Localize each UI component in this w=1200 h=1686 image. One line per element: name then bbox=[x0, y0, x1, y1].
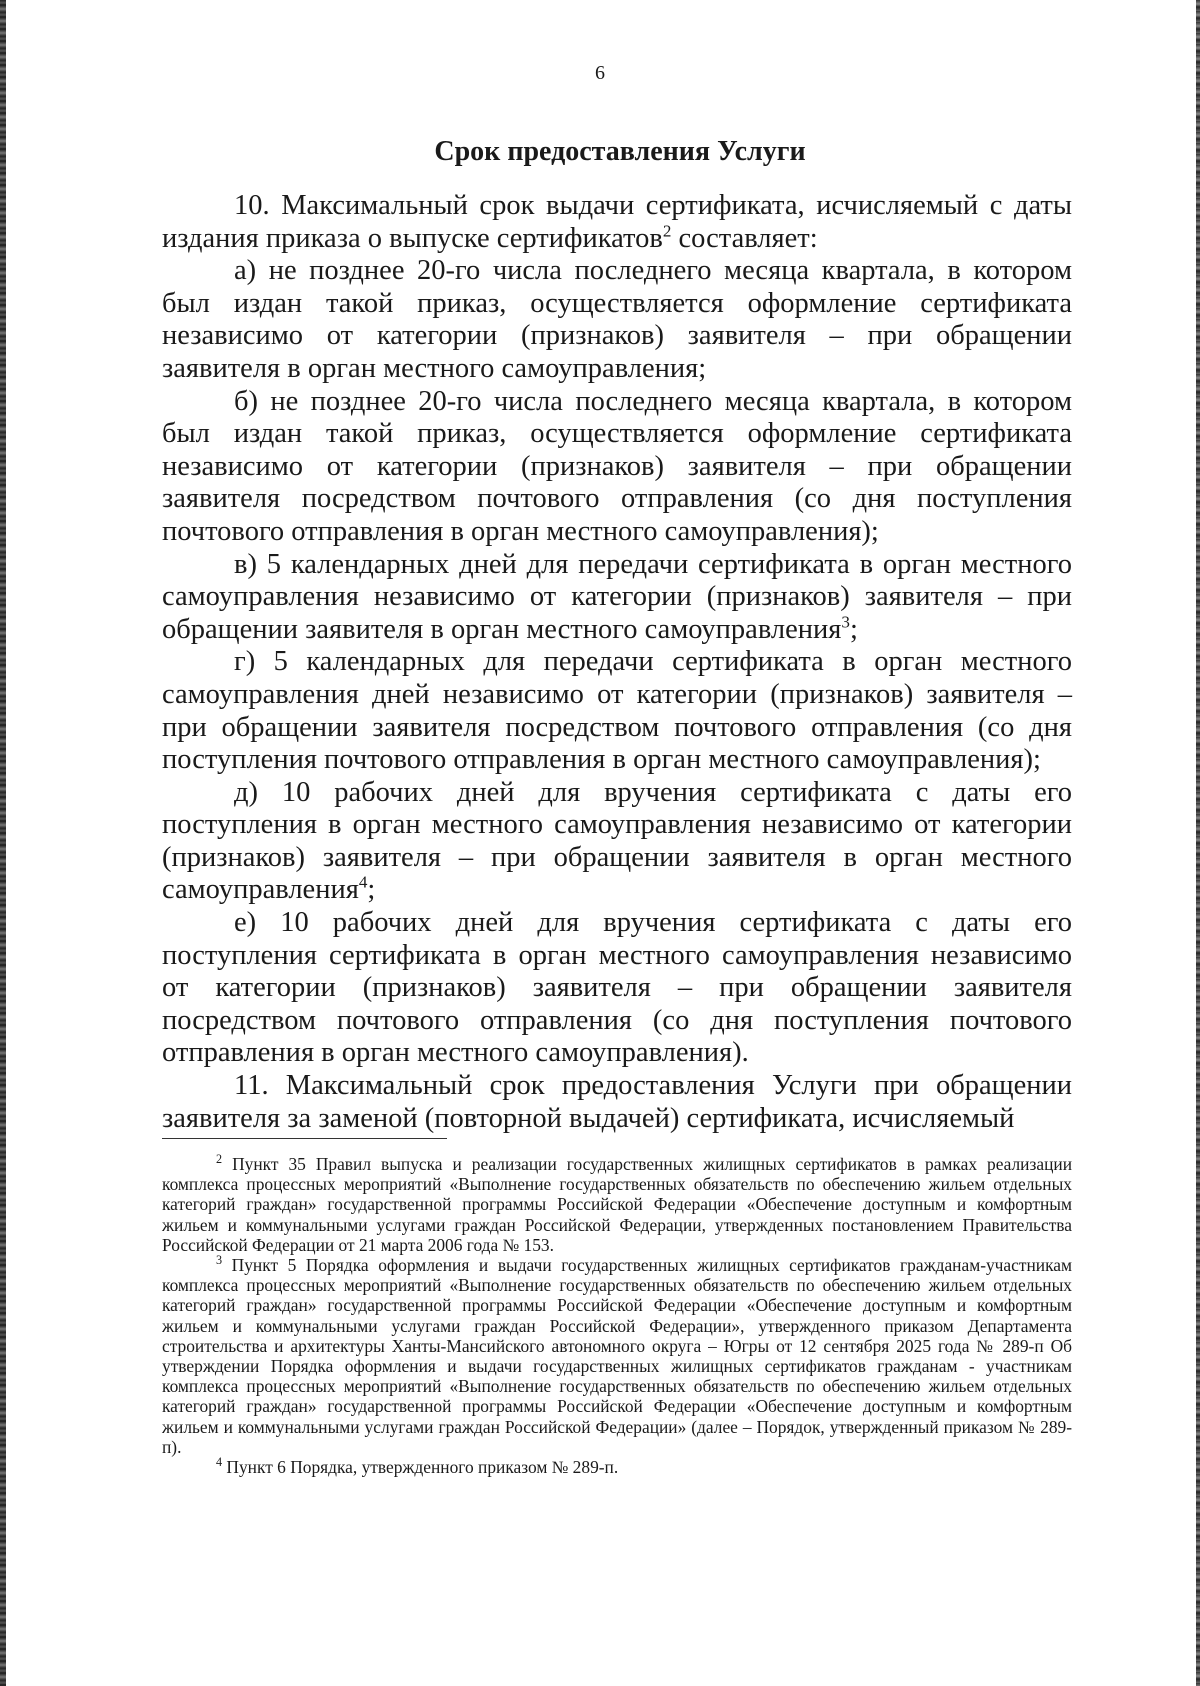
footnote-separator bbox=[162, 1138, 447, 1139]
paragraph-10-g: г) 5 календарных для передачи сертификата в орган местного самоуправления дней независимо от категории (признаков) заявителя – при обращении заявителя посредством почтового отправления (со дня поступления почтового отправления в орган местного самоуправления); bbox=[162, 646, 1072, 776]
footnote-3: $^3$ Пункт 5 Порядка оформления и выдачи государственных жилищных сертификатов гражданам-участникам комплекса процессных мероприятий «Выполнение государственных обязательств по обеспечению жильем отдельных категорий граждан» государственной программы Российской Федерации «Обеспечение доступным и комфортным жильем и коммунальными услугами граждан Российской Федерации», утвержденного приказом Департамента строительства и архитектуры Ханты-Мансийского автономного округа – Югры от 12 сентября 2025 года № 289-п Об утверждении Порядка оформления и выдачи государственных жилищных сертификатов гражданам - участникам комплекса процессных мероприятий «Выполнение государственных обязательств по обеспечению жильем отдельных категорий граждан» государственной программы Российской Федерации «Обеспечение доступным и комфортным жильем и коммунальными услугами граждан Российской Федерации» (далее – Порядок, утвержденный приказом № 289-п). bbox=[162, 1253, 1072, 1457]
paragraph-10-v: в) 5 календарных дней для передачи сертификата в орган местного самоуправления независимо от категории (признаков) заявителя – при обращении заявителя в орган местного самоуправления$^3$; bbox=[162, 548, 1072, 645]
paragraph-10-a: а) не позднее 20-го числа последнего месяца квартала, в котором был издан такой приказ, осуществляется оформление сертификата независимо от категории (признаков) заявителя – при обращении заявителя в орган местного самоуправления; bbox=[162, 255, 1072, 384]
paragraph-10-d: д) 10 рабочих дней для вручения сертификата с даты его поступления в орган местного самоуправления независимо от категории (признаков) заявителя – при обращении заявителя в орган местного самоуправления$^4$; bbox=[162, 776, 1072, 906]
footnotes bbox=[162, 1154, 1072, 1477]
scan-edge-left bbox=[0, 0, 6, 1686]
page-number: 6 bbox=[595, 62, 605, 84]
paragraph-10-e: е) 10 рабочих дней для вручения сертификата с даты его поступления сертификата в орган местного самоуправления независимо от категории (признаков) заявителя – при обращении заявителя посредством почтового отправления (со дня поступления почтового отправления в орган местного самоуправления). bbox=[162, 907, 1072, 1069]
footnote-ref: 4 bbox=[358, 872, 368, 892]
footnote-ref: 2 bbox=[662, 221, 672, 241]
footnote-mark: 4 bbox=[216, 1455, 223, 1470]
paragraph-11: 11. Максимальный срок предоставления Услуги при обращении заявителя за заменой (повторной выдачей) сертификата, исчисляемый bbox=[162, 1070, 1072, 1134]
footnote-mark: 2 bbox=[216, 1152, 223, 1167]
scan-edge-right bbox=[1196, 0, 1200, 1686]
footnote-ref: 3 bbox=[841, 612, 850, 632]
paragraph-10-b: б) не позднее 20-го числа последнего месяца квартала, в котором был издан такой приказ, осуществляется оформление сертификата независимо от категории (признаков) заявителя – при обращении заявителя посредством почтового отправления (со дня поступления почтового отправления в орган местного самоуправления); bbox=[162, 385, 1072, 547]
footnote-4: $^4$ Пункт 6 Порядка, утвержденного приказом № 289-п. bbox=[216, 1455, 619, 1478]
footnote-mark: 3 bbox=[216, 1253, 223, 1268]
paragraph-10: 10. Максимальный срок выдачи сертификата, исчисляемый с даты издания приказа о выпуске сертификатов$^2$ составляет: bbox=[162, 190, 1072, 254]
footnote-2: $^2$ Пункт 35 Правил выпуска и реализации государственных жилищных сертификатов в рамках реализации комплекса процессных мероприятий «Выполнение государственных обязательств по обеспечению жильем отдельных категорий граждан» государственной программы Российской Федерации «Обеспечение доступным и комфортным жильем и коммунальными услугами граждан Российской Федерации, утвержденных постановлением Правительства Российской Федерации от 21 марта 2006 года № 153. bbox=[162, 1152, 1072, 1255]
section-title: Срок предоставления Услуги bbox=[434, 136, 806, 167]
body-text bbox=[162, 190, 1072, 1135]
